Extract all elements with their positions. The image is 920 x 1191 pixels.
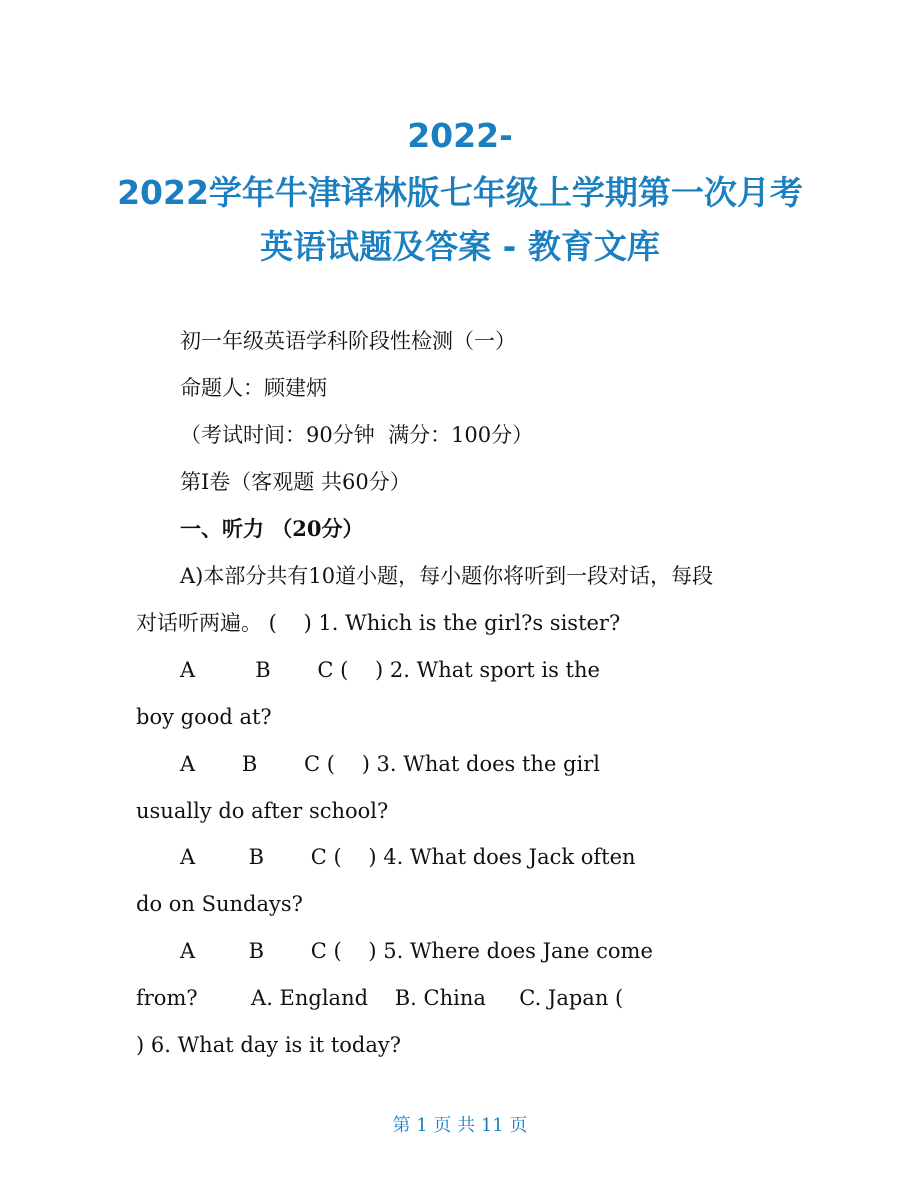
question-5-options: from? A. England B. China C. Japan (	[136, 986, 624, 1010]
exam-author: 命题人：顾建炳	[180, 376, 327, 400]
title-line-2: 2022学年牛津译林版七年级上学期第一次月考	[117, 173, 803, 212]
question-3-line: A B C ( ) 3. What does the girl	[180, 752, 600, 776]
instructions-line-1: A)本部分共有10道小题，每小题你将听到一段对话，每段	[180, 564, 714, 588]
exam-time-score: （考试时间：90分钟 满分：100分）	[180, 423, 534, 447]
exam-heading: 初一年级英语学科阶段性检测（一）	[180, 329, 516, 353]
question-5-line: A B C ( ) 5. Where does Jane come	[180, 939, 653, 963]
question-4-line: A B C ( ) 4. What does Jack often	[180, 845, 636, 869]
title-line-3: 英语试题及答案 - 教育文库	[260, 227, 660, 266]
question-2-continued: boy good at?	[136, 705, 272, 729]
title-line-1: 2022-	[407, 116, 513, 155]
question-1-line: 对话听两遍。 ( ) 1. Which is the girl?s sister?	[136, 611, 621, 635]
section-listening-heading: 一、听力 （20分）	[180, 516, 364, 541]
question-2-line: A B C ( ) 2. What sport is the	[180, 658, 600, 682]
part-one-heading: 第I卷（客观题 共60分）	[180, 470, 411, 494]
page-footer: 第 1 页 共 11 页	[392, 1115, 528, 1136]
question-6-line: ) 6. What day is it today?	[136, 1033, 401, 1057]
question-4-continued: do on Sundays?	[136, 892, 303, 916]
question-3-continued: usually do after school?	[136, 799, 389, 823]
